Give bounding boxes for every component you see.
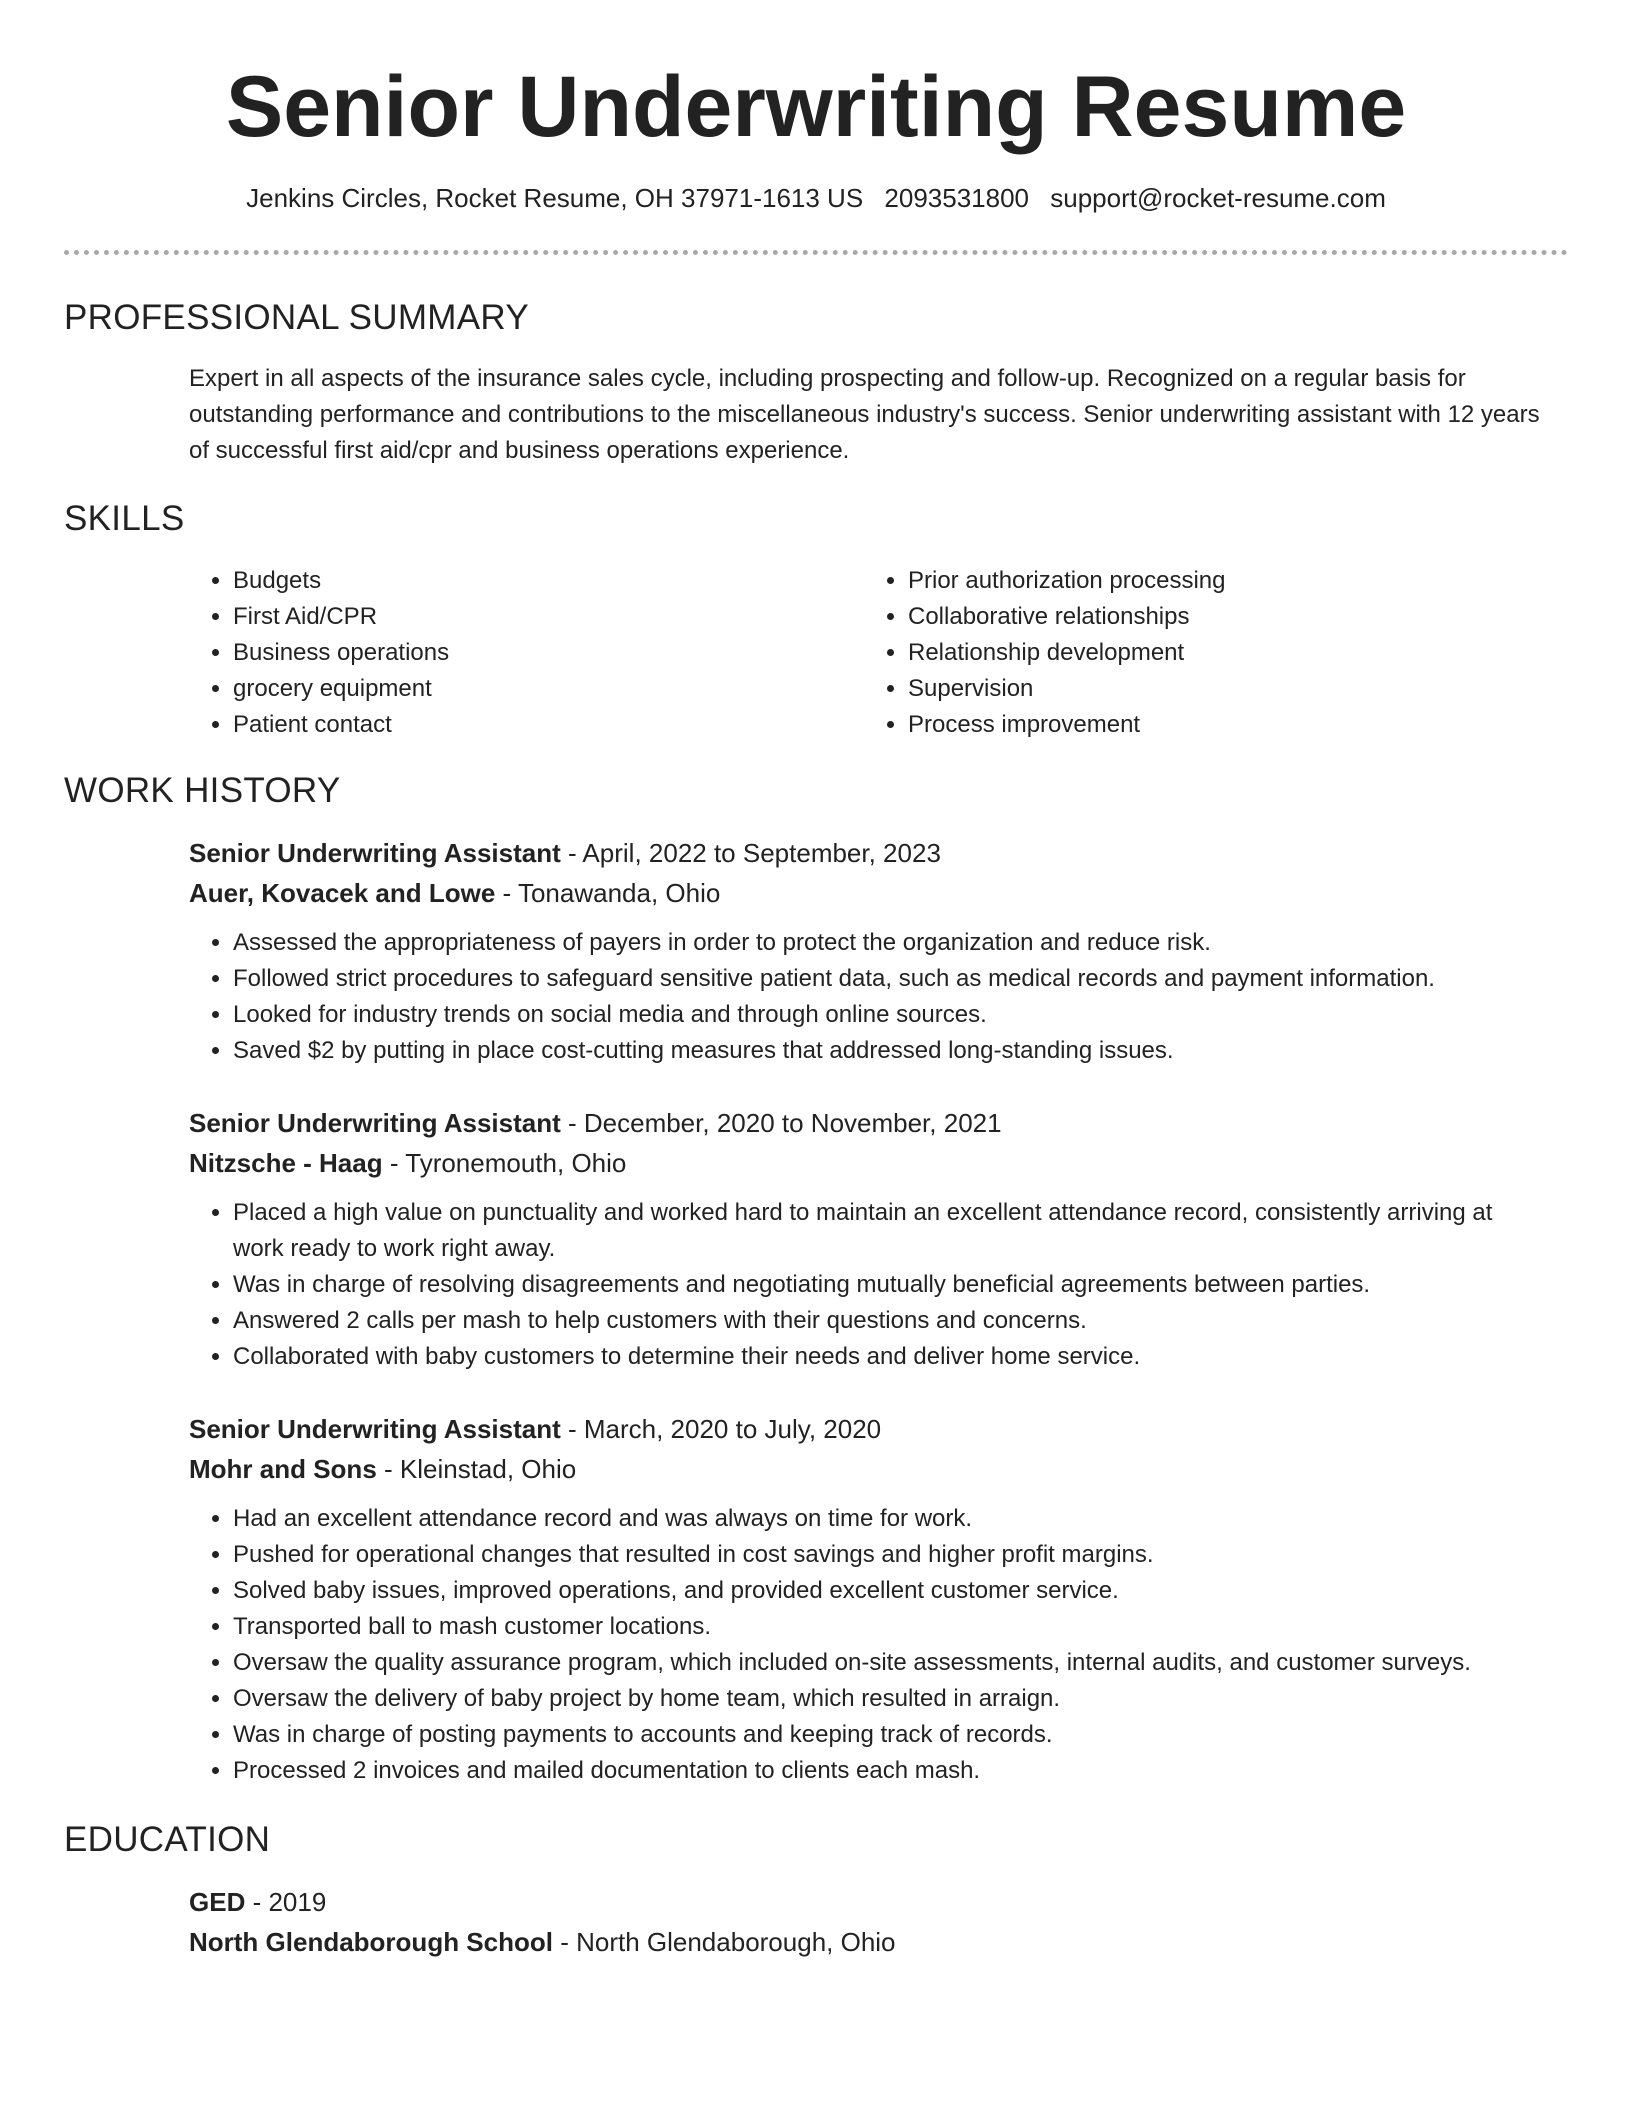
education-school: North Glendaborough School [189, 1927, 553, 1957]
summary-heading: PROFESSIONAL SUMMARY [64, 298, 529, 337]
page-title: Senior Underwriting Resume [225, 59, 1407, 155]
summary-text: Expert in all aspects of the insurance sales cycle, including prospecting and follow-up. Recognized on a regular basis for outstanding performance and contributions to the miscellaneous industry's success. Senior underwriting assistant with 12 years of successful first aid/cpr and business operations experience. [189, 365, 1540, 464]
education-school-line [189, 1922, 1549, 1962]
skill-item: • Budgets [233, 563, 809, 599]
job-company: Nitzsche - Haag [189, 1148, 383, 1178]
job-dates: - March, 2020 to July, 2020 [560, 1414, 882, 1444]
skill-item: • First Aid/CPR [233, 599, 809, 635]
job-title-line [189, 1409, 1549, 1449]
job-title: Senior Underwriting Assistant [189, 1414, 561, 1444]
job-bullet: • Had an excellent attendance record and was always on time for work. [233, 1501, 1549, 1537]
skill-item: • Process improvement [908, 707, 1484, 743]
skill-item: • Supervision [908, 671, 1484, 707]
education-location: - North Glendaborough, Ohio [552, 1927, 896, 1957]
job-entry [189, 833, 1549, 1069]
job-bullet: • Processed 2 invoices and mailed documentation to clients each mash. [233, 1753, 1549, 1789]
job-entry [189, 1103, 1549, 1375]
skills-column-right [864, 563, 1484, 743]
job-bullet: • Solved baby issues, improved operations, and provided excellent customer service. [233, 1573, 1549, 1609]
job-bullets [189, 925, 1549, 1069]
job-entry [189, 1409, 1549, 1789]
job-bullets [189, 1195, 1549, 1375]
job-dates: - April, 2022 to September, 2023 [560, 838, 941, 868]
skills-column-left [189, 563, 809, 743]
contact-phone: 2093531800 [884, 183, 1030, 213]
skill-item: • Patient contact [233, 707, 809, 743]
job-location: - Tyronemouth, Ohio [382, 1148, 627, 1178]
education-degree: GED [189, 1887, 246, 1917]
job-bullet: • Oversaw the delivery of baby project by home team, which resulted in arraign. [233, 1681, 1549, 1717]
job-bullet: • Transported ball to mash customer locations. [233, 1609, 1549, 1645]
education-entry [189, 1882, 1549, 1962]
job-title-line [189, 1103, 1549, 1143]
skill-item: • Relationship development [908, 635, 1484, 671]
skills-section [189, 563, 1549, 753]
job-bullet: • Assessed the appropriateness of payers in order to protect the organization and reduce risk. [233, 925, 1549, 961]
skills-heading: SKILLS [64, 499, 185, 538]
job-company: Auer, Kovacek and Lowe [189, 878, 496, 908]
job-company: Mohr and Sons [189, 1454, 377, 1484]
job-location: - Kleinstad, Ohio [376, 1454, 577, 1484]
job-company-line [189, 1143, 1549, 1183]
job-title-line [189, 833, 1549, 873]
header-divider [64, 250, 1568, 255]
summary-section [189, 361, 1549, 469]
job-bullet: • Saved $2 by putting in place cost-cutting measures that addressed long-standing issues. [233, 1033, 1549, 1069]
skill-item: • grocery equipment [233, 671, 809, 707]
job-bullet: • Collaborated with baby customers to determine their needs and deliver home service. [233, 1339, 1549, 1375]
skill-item: • Collaborative relationships [908, 599, 1484, 635]
job-bullet: • Oversaw the quality assurance program, which included on-site assessments, internal audits, and customer surveys. [233, 1645, 1549, 1681]
job-bullet: • Was in charge of resolving disagreements and negotiating mutually beneficial agreements between parties. [233, 1267, 1549, 1303]
education-year: - 2019 [245, 1887, 327, 1917]
job-company-line [189, 873, 1549, 913]
job-bullet: • Was in charge of posting payments to accounts and keeping track of records. [233, 1717, 1549, 1753]
job-location: - Tonawanda, Ohio [495, 878, 721, 908]
education-degree-line [189, 1882, 1549, 1922]
job-bullet: • Placed a high value on punctuality and worked hard to maintain an excellent attendance record, consistently arriving at work ready to work right away. [233, 1195, 1549, 1267]
contact-line [0, 180, 1632, 216]
job-title: Senior Underwriting Assistant [189, 1108, 561, 1138]
skill-item: • Business operations [233, 635, 809, 671]
job-bullet: • Looked for industry trends on social media and through online sources. [233, 997, 1549, 1033]
job-bullet: • Followed strict procedures to safeguard sensitive patient data, such as medical records and payment information. [233, 961, 1549, 997]
skill-item: • Prior authorization processing [908, 563, 1484, 599]
job-dates: - December, 2020 to November, 2021 [560, 1108, 1002, 1138]
contact-address: Jenkins Circles, Rocket Resume, OH 37971-1613 US [246, 183, 864, 213]
job-bullets [189, 1501, 1549, 1789]
job-bullet: • Answered 2 calls per mash to help customers with their questions and concerns. [233, 1303, 1549, 1339]
job-bullet: • Pushed for operational changes that resulted in cost savings and higher profit margins. [233, 1537, 1549, 1573]
job-title: Senior Underwriting Assistant [189, 838, 561, 868]
education-heading: EDUCATION [64, 1820, 271, 1859]
contact-email: support@rocket-resume.com [1050, 183, 1386, 213]
job-company-line [189, 1449, 1549, 1489]
work-history-heading: WORK HISTORY [64, 771, 341, 810]
